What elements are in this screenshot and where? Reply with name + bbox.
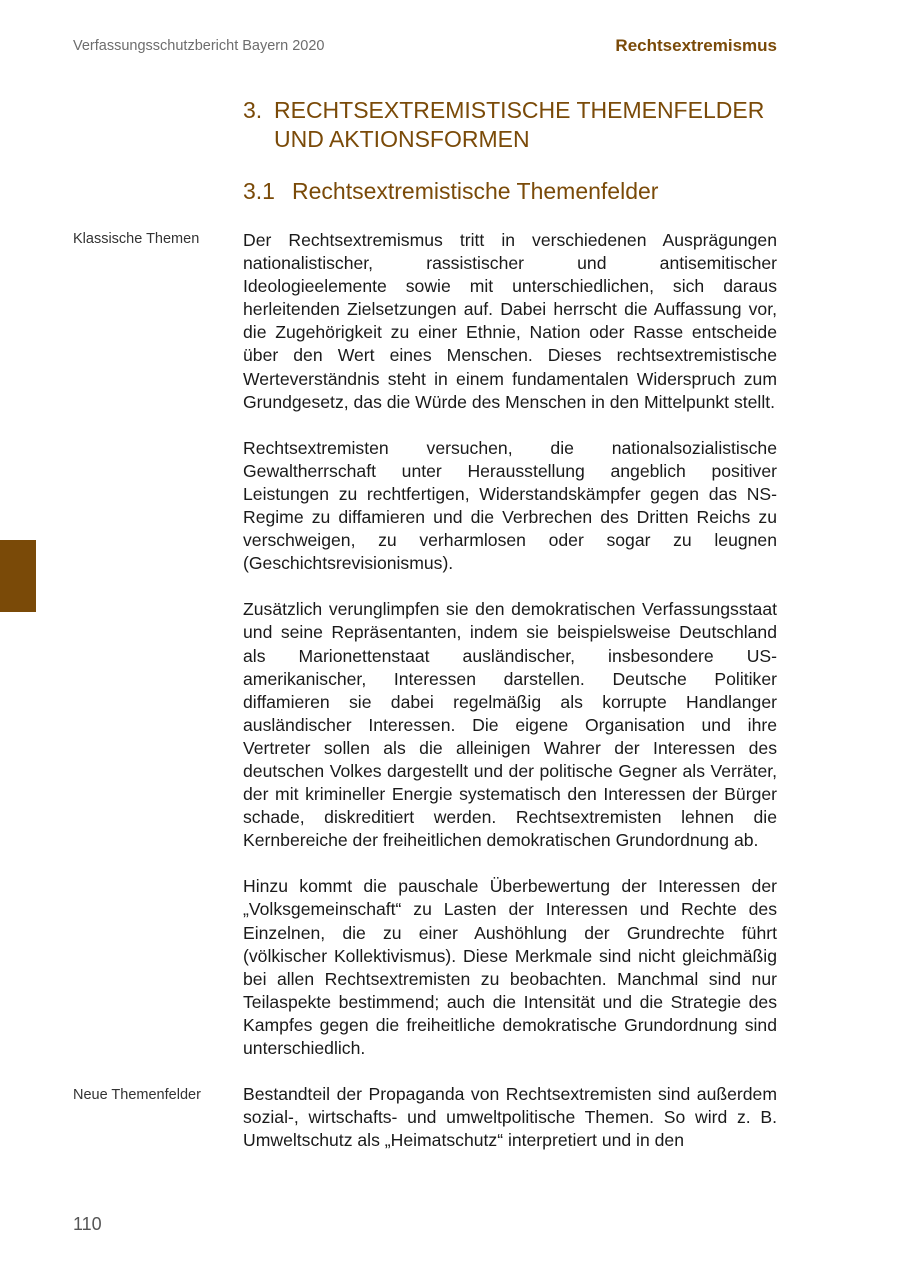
chapter-heading	[243, 96, 783, 154]
section-number: 3.1	[243, 178, 275, 204]
page-number: 110	[73, 1214, 102, 1234]
section-heading	[243, 176, 658, 206]
paragraph-4: Hinzu kommt die pauschale Überbewertung der Interessen der „Volksgemeinschaft“ zu Lasten der Interessen und Rechte des Einzelnen, die zu einer Aushöhlung der Grundrechte führt (völkischer Kollektivismus). Diese Merkmale sind nicht gleichmäßig bei allen Rechtsextremisten zu beobachten. Manchmal sind nur Teilaspekte bestimmend; auch die Intensität und die Strategie des Kampfes gegen die freiheitliche demokratische Grundordnung sind unterschiedlich.	[243, 876, 777, 1058]
chapter-thumb-tab	[0, 540, 36, 612]
paragraph-5: Bestandteil der Propaganda von Rechtsextremisten sind außerdem sozial-, wirtschafts- und umweltpolitische Themen. So wird z. B. Umweltschutz als „Heimatschutz“ interpretiert und in den	[243, 1084, 777, 1151]
margin-note-new-topics: Neue Themenfelder	[73, 1087, 201, 1103]
chapter-title-line-1: RECHTSEXTREMISTISCHE THEMENFELDER	[274, 97, 765, 123]
margin-note-classic-topics: Klassische Themen	[73, 231, 200, 247]
running-header-right: Rechtsextremismus	[615, 36, 777, 55]
paragraph-1: Der Rechtsextremismus tritt in verschiedenen Ausprägungen nationalistischer, rassistischer und antisemitischer Ideologieelemente sowie mit unterschiedlichen, sich daraus herleitenden Zielsetzungen auf. Dabei herrscht die Auffassung vor, die Zugehörigkeit zu einer Ethnie, Nation oder Rasse entscheide über den Wert eines Menschen. Dieses rechtsextremistische Werteverständnis steht in einem fundamentalen Widerspruch zum Grundgesetz, das die Würde des Menschen in den Mittelpunkt stellt.	[243, 230, 777, 412]
body-text	[243, 229, 777, 1175]
paragraph-3: Zusätzlich verunglimpfen sie den demokratischen Verfassungsstaat und seine Repräsentanten, indem sie beispielsweise Deutschland als Marionettenstaat ausländischer, insbesondere US-amerikanischer, Interessen darstellen. Deutsche Politiker diffamieren sie dabei regelmäßig als korrupte Handlanger ausländischer Interessen. Die eigene Organisation und ihre Vertreter sollen als die alleinigen Wahrer der Interessen des deutschen Volkes dargestellt und der politische Gegner als Verräter, der mit krimineller Energie systematisch den Interessen der Bürger schade, diskreditiert werden. Rechtsextremisten lehnen die Kernbereiche der freiheitlichen demokratischen Grundordnung ab.	[243, 599, 777, 851]
chapter-title-line-2: UND AKTIONSFORMEN	[274, 126, 530, 152]
running-header-left: Verfassungsschutzbericht Bayern 2020	[73, 38, 325, 54]
chapter-title	[274, 96, 764, 154]
paragraph-2: Rechtsextremisten versuchen, die nationalsozialistische Gewaltherrschaft unter Herausstellung angeblich positiver Leistungen zu rechtfertigen, Widerstandskämpfer gegen das NS-Regime zu diffamieren und die Verbrechen des Dritten Reichs zu verschweigen, zu verharmlosen oder sogar zu leugnen (Geschichtsrevisionismus).	[243, 437, 777, 574]
chapter-number: 3.	[243, 97, 263, 123]
section-title: Rechtsextremistische Themenfelder	[292, 178, 659, 204]
